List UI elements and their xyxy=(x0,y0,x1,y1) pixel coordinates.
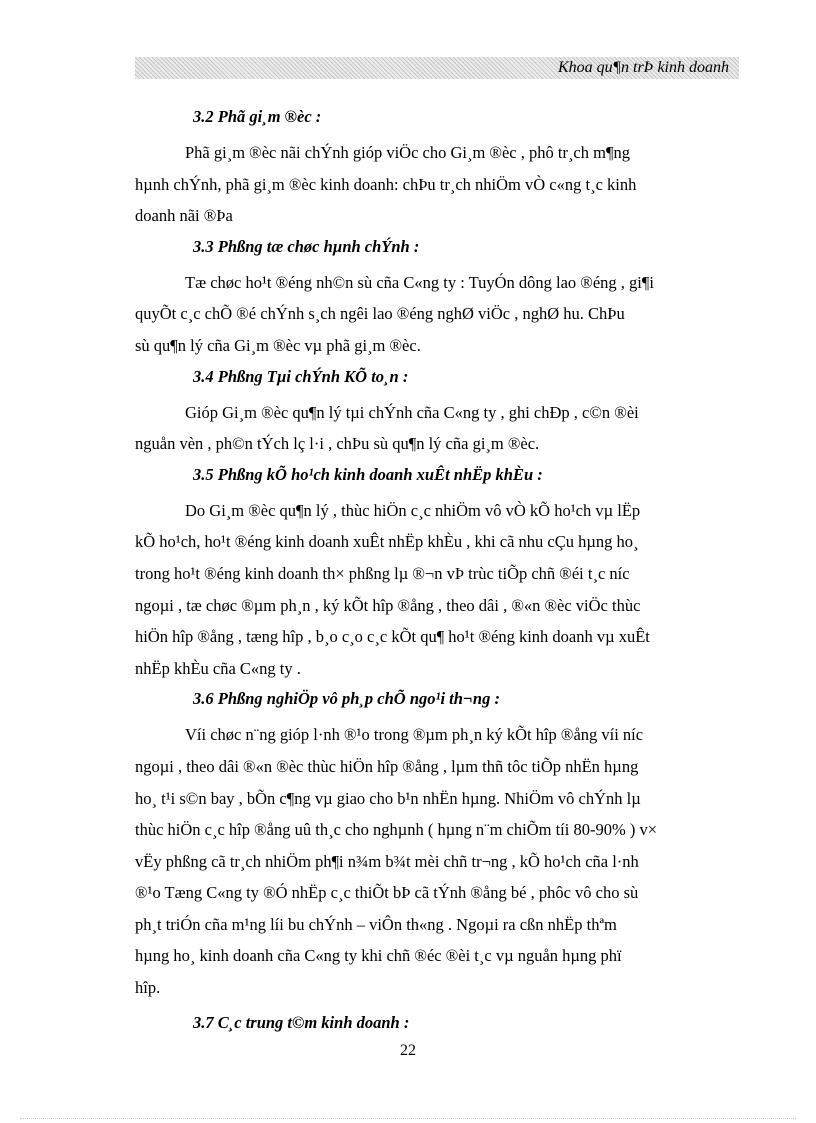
document-body xyxy=(135,100,739,1036)
paragraph-line: sù qu¶n lý cña Gi¸m ®èc vµ phã gi¸m ®èc. xyxy=(135,335,421,355)
section-heading-3-3: 3.3 Phßng tæ chøc hµnh chÝnh : xyxy=(193,236,420,256)
paragraph-line: Tæ chøc ho¹t ®éng nh©n sù cña C«ng ty : TuyÓn dông lao ®éng , gi¶i xyxy=(185,272,654,292)
paragraph-line: Phã gi¸m ®èc nãi chÝnh gióp viÖc cho Gi¸m ®èc , phô tr¸ch m¶ng xyxy=(185,143,630,162)
section-heading-3-5: 3.5 Phßng kÕ ho¹ch kinh doanh xuÊt nhËp khÈu : xyxy=(193,464,543,484)
page-header-band xyxy=(135,57,739,79)
section-paragraph-3-6 xyxy=(135,719,739,1003)
paragraph-line: ngoµi , theo dâi ®«n ®èc thùc hiÖn hîp ®ång , lµm thñ tôc tiÕp nhËn hµng xyxy=(135,756,639,776)
section-paragraph-3-5 xyxy=(135,495,739,685)
paragraph-line: Do Gi¸m ®èc qu¶n lý , thùc hiÖn c¸c nhiÖm vô vÒ kÕ ho¹ch vµ lËp xyxy=(185,500,641,520)
paragraph-line: trong ho¹t ®éng kinh doanh th× phßng lµ ®¬n vÞ trùc tiÕp chñ ®éi t¸c níc xyxy=(135,563,630,583)
section-paragraph-3-3 xyxy=(135,267,739,362)
header-title: Khoa qu¶n trÞ kinh doanh xyxy=(557,59,729,76)
paragraph-line: nhËp khÈu cña C«ng ty . xyxy=(135,658,301,678)
page-number: 22 xyxy=(400,1042,416,1059)
paragraph-line: vËy phßng cã tr¸ch nhiÖm ph¶i n¾m b¾t mèi chñ tr¬ng , kÕ ho¹ch cña l·nh xyxy=(135,851,639,871)
paragraph-line: Gióp Gi¸m ®èc qu¶n lý tµi chÝnh cña C«ng ty , ghi chÐp , c©n ®èi xyxy=(185,402,639,422)
section-paragraph-3-4 xyxy=(135,397,739,460)
paragraph-line: thùc hiÖn c¸c hîp ®ång uû th¸c cho nghµnh ( hµng n¨m chiÕm tíi 80-90% ) v× xyxy=(135,820,658,840)
section-heading-3-7: 3.7 C¸c trung t©m kinh doanh : xyxy=(193,1012,410,1032)
section-heading-3-6: 3.6 Phßng nghiÖp vô ph¸p chÕ ngo¹i th¬ng : xyxy=(193,689,500,709)
paragraph-line: hiÖn hîp ®ång , tæng hîp , b¸o c¸o c¸c kÕt qu¶ ho¹t ®éng kinh doanh vµ xuÊt xyxy=(135,627,650,647)
paragraph-line: ho¸ t¹i s©n bay , bÕn c¶ng vµ giao cho b¹n nhËn hµng. NhiÖm vô chÝnh lµ xyxy=(135,788,641,808)
paragraph-line: quyÕt c¸c chÕ ®é chÝnh s¸ch ngêi lao ®éng nghØ viÖc , nghØ hu. ChÞu xyxy=(135,304,625,324)
paragraph-line: kÕ ho¹ch, ho¹t ®éng kinh doanh xuÊt nhËp khÈu , khi cã nhu cÇu hµng ho¸ xyxy=(135,532,639,552)
paragraph-line: doanh nãi ®Þa xyxy=(135,206,233,226)
paragraph-line: nguån vèn , ph©n tÝch lç l·i , chÞu sù qu¶n lý cña gi¸m ®èc. xyxy=(135,434,540,454)
page-bottom-border xyxy=(20,1118,796,1120)
section-paragraph-3-2 xyxy=(135,137,739,232)
section-heading-3-2: 3.2 Phã gi¸m ®èc : xyxy=(193,107,322,126)
paragraph-line: hîp. xyxy=(135,978,161,998)
paragraph-line: ngoµi , tæ chøc ®µm ph¸n , ký kÕt hîp ®ång , theo dâi , ®«n ®èc viÖc thùc xyxy=(135,595,641,615)
paragraph-line: hµnh chÝnh, phã gi¸m ®èc kinh doanh: chÞu tr¸ch nhiÖm vÒ c«ng t¸c kinh xyxy=(135,174,637,194)
paragraph-line: ®¹o Tæng C«ng ty ®Ó nhËp c¸c thiÕt bÞ cã tÝnh ®ång bé , phôc vô cho sù xyxy=(135,883,639,903)
section-heading-3-4: 3.4 Phßng Tµi chÝnh KÕ to¸n : xyxy=(193,366,409,386)
paragraph-line: hµng ho¸ kinh doanh cña C«ng ty khi chñ ®éc ®èi t¸c vµ nguån hµng phï xyxy=(135,946,622,966)
paragraph-line: ph¸t triÓn cña m¹ng líi bu chÝnh – viÔn th«ng . Ngoµi ra cßn nhËp thªm xyxy=(135,914,617,934)
paragraph-line: Víi chøc n¨ng gióp l·nh ®¹o trong ®µm ph¸n ký kÕt hîp ®ång víi níc xyxy=(185,725,644,745)
